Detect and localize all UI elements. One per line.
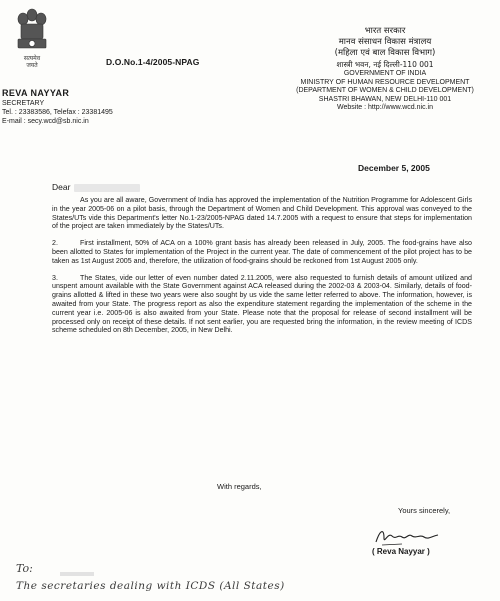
svg-text:जयते: जयते bbox=[26, 62, 38, 69]
yours-sincerely: Yours sincerely, bbox=[398, 506, 451, 515]
salutation-text: Dear bbox=[52, 182, 71, 192]
sender-block bbox=[2, 89, 113, 126]
handwritten-signature bbox=[372, 522, 442, 550]
paragraph-1: As you are all aware, Government of India has approved the implementation of the Nutrition Programme for Adolescent Girls in the year 2005-06 on a pilot basis, through the Department of Women and Child Development. This approval was conveyed to the States/UTs vide this Department's letter No.1-23/2005-NPAG dated 14.7.2005 with a request to ensure that steps for implementation of the project are taken immediately by the States/UTs. bbox=[52, 196, 472, 231]
hindi-line-3: (महिला एवं बाल विकास विभाग) bbox=[334, 48, 436, 58]
hindi-line-2: मानव संसाधन विकास मंत्रालय bbox=[338, 37, 432, 47]
english-line-4: SHASTRI BHAWAN, NEW DELHI-110 001 bbox=[318, 95, 452, 103]
hindi-line-1: भारत सरकार bbox=[364, 26, 406, 36]
paragraph-3-number: 3. bbox=[52, 273, 58, 282]
sender-phone: Tel. : 23383586, Telefax : 23381495 bbox=[2, 109, 113, 116]
government-address bbox=[272, 26, 498, 113]
english-line-1: GOVERNMENT OF INDIA bbox=[343, 70, 427, 77]
national-emblem-icon bbox=[14, 6, 50, 72]
sender-name: REVA NAYYAR bbox=[2, 88, 70, 98]
svg-text:सत्यमेव: सत्यमेव bbox=[23, 55, 41, 62]
handwritten-recipient: The secretaries dealing with ICDS (All States) bbox=[16, 580, 285, 592]
website: Website : http://www.wcd.nic.in bbox=[337, 104, 433, 112]
faint-scan-mark bbox=[60, 572, 94, 576]
paragraph-2 bbox=[52, 239, 472, 265]
letter-body bbox=[52, 196, 472, 343]
handwritten-to: To: bbox=[16, 562, 33, 575]
hindi-line-4: शास्त्री भवन, नई दिल्ली-110 001 bbox=[336, 60, 434, 69]
english-line-3: (DEPARTMENT OF WOMEN & CHILD DEVELOPMENT) bbox=[296, 87, 474, 95]
paragraph-3 bbox=[52, 274, 472, 336]
sender-email: E-mail : secy.wcd@sb.nic.in bbox=[2, 118, 89, 125]
paragraph-2-number: 2. bbox=[52, 239, 58, 248]
sender-title: SECRETARY bbox=[2, 100, 45, 107]
paragraph-3-text: The States, vide our letter of even number dated 2.11.2005, were also requested to furnish details of amount utilized and unspent amount available with the State Government against ACA released during the 2002-03 & 2003-04. Similarly, details of food-grains allotted & lifted in these two years were also sought by us vide the same letter referred to above. The information, however, is awaited from your State. The progress report as also the expenditure statement regarding the implementation of the scheme in the current year i.e. 2005-06 is also awaited from your State. Please note that the proposal for release of second installment will be processed only on receipt of these details. If not sent earlier, you are requested bring the information, in the review meeting of ICDS scheme scheduled on 8th December, 2005, in New Delhi. bbox=[52, 273, 472, 335]
closing: With regards, bbox=[217, 482, 262, 491]
english-line-2: MINISTRY OF HUMAN RESOURCE DEVELOPMENT bbox=[300, 78, 470, 86]
redacted-name bbox=[74, 184, 140, 192]
paragraph-2-text: First installment, 50% of ACA on a 100% grant basis has already been released in July, 2005. The food-grains have also been allotted to States for implementation of the Project in the current year. The date of commencement of the pilot project has to be taken as 1st August 2005 and, therefore, the utilization of food-grains should be reckoned from 1st August 2005 only. bbox=[52, 239, 472, 265]
salutation bbox=[52, 182, 140, 192]
signatory-name: ( Reva Nayyar ) bbox=[372, 547, 430, 556]
letter-date: December 5, 2005 bbox=[358, 163, 430, 173]
do-number: D.O.No.1-4/2005-NPAG bbox=[106, 57, 200, 67]
